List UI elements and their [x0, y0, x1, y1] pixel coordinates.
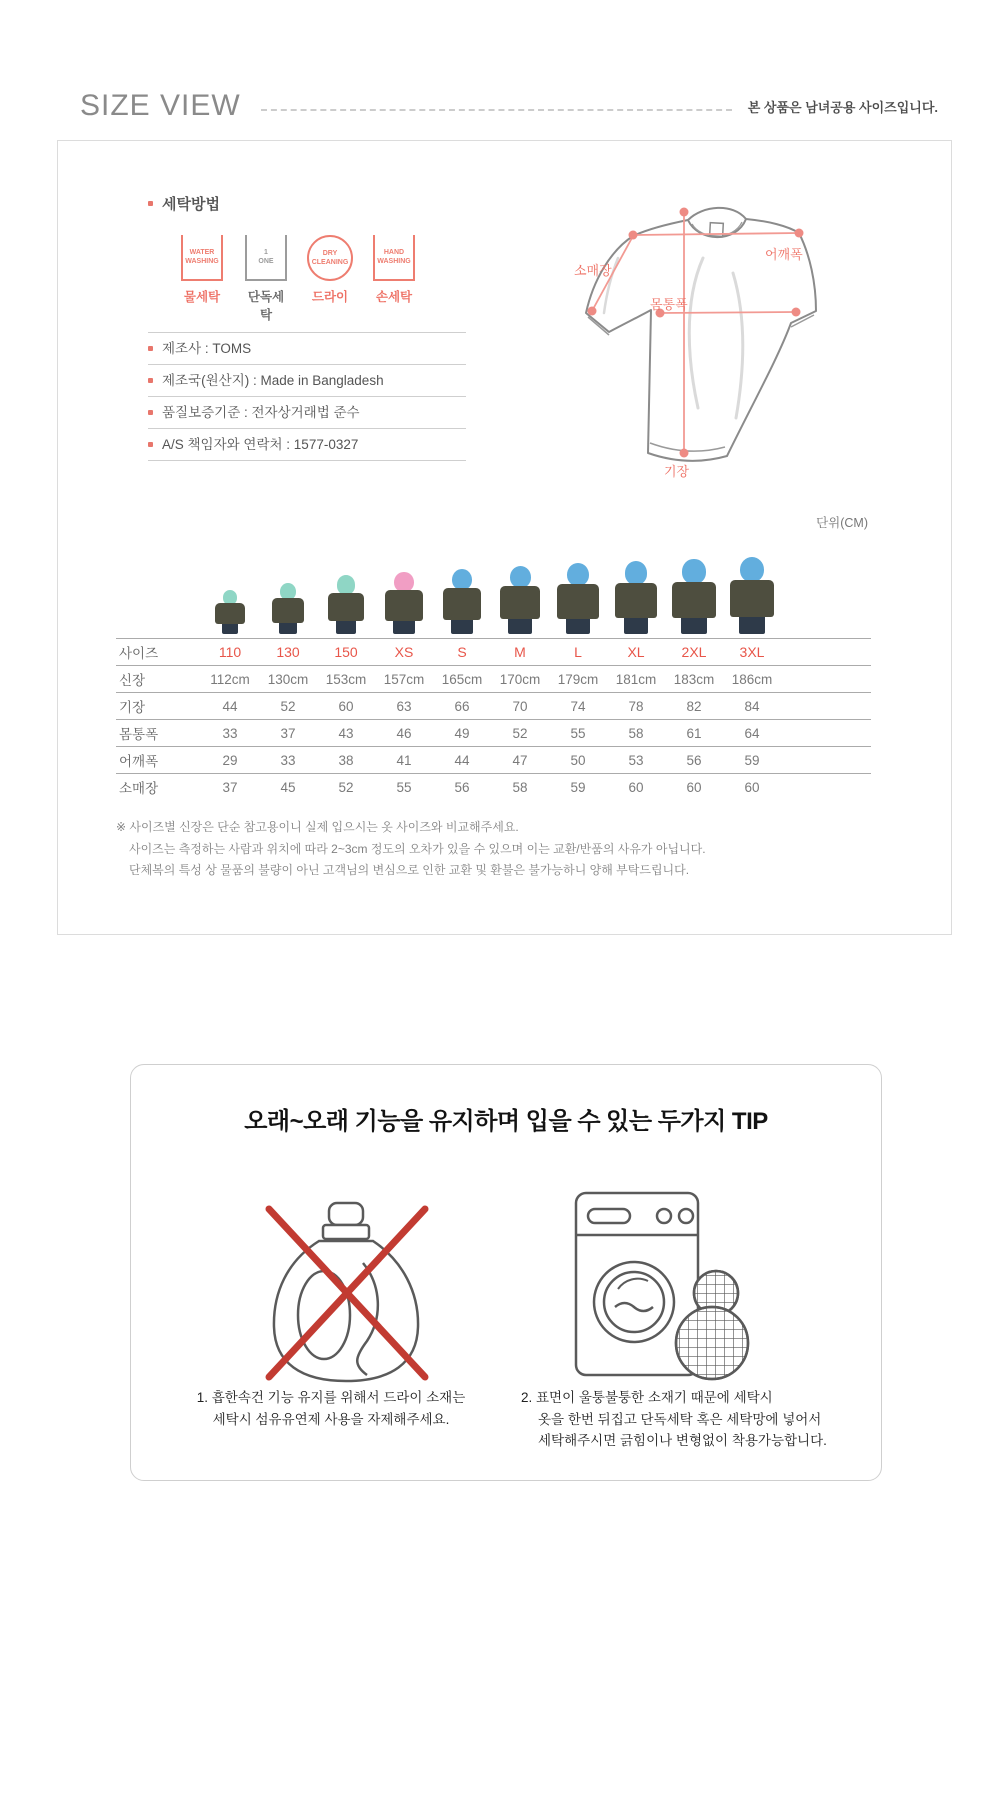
size-cell: 59 — [570, 779, 586, 795]
size-cell: XS — [394, 644, 414, 660]
size-table-row — [116, 693, 871, 720]
row-label: 몸통폭 — [119, 727, 159, 742]
label-garment-length: 기장 — [664, 464, 690, 479]
model-shirt — [500, 586, 540, 619]
model-head — [567, 563, 589, 586]
size-note: 단체복의 특성 상 물품의 불량이 아닌 고객님의 변심으로 인한 교환 및 환불은 불가능하니 양해 부탁드립니다. — [129, 863, 690, 877]
size-cell: 63 — [396, 698, 412, 714]
row-label: 신장 — [119, 673, 146, 688]
machine-slot — [588, 1209, 630, 1223]
model-cell — [317, 575, 375, 634]
size-cell: 130 — [276, 644, 300, 660]
model-legs — [739, 617, 765, 634]
model-shirt — [672, 582, 715, 618]
size-cell: 46 — [396, 725, 412, 741]
care-icons-row — [178, 235, 418, 323]
size-cell: 38 — [338, 752, 354, 768]
model-cell — [607, 561, 665, 634]
bullet-icon — [148, 410, 153, 415]
size-cell: 66 — [454, 698, 470, 714]
model-shirt — [385, 590, 422, 620]
size-cell: 47 — [512, 752, 528, 768]
model-shirt — [215, 603, 244, 625]
model-head — [510, 566, 531, 588]
model-cell — [549, 563, 607, 634]
size-cell: 52 — [338, 779, 354, 795]
size-cell: 3XL — [739, 644, 765, 660]
size-cell: 33 — [280, 752, 296, 768]
machine-knob — [657, 1209, 671, 1223]
care-heading: 세탁방법 — [148, 193, 220, 214]
model-legs — [566, 619, 590, 634]
row-label: 소매장 — [119, 781, 159, 796]
hand-washing — [370, 235, 418, 323]
model-legs — [222, 624, 239, 634]
model-head — [452, 569, 472, 590]
dry-cleaning-icon: DRY CLEANING — [307, 235, 353, 281]
size-cell: 45 — [280, 779, 296, 795]
spacer-cell — [781, 747, 871, 774]
size-cell: 110 — [218, 644, 242, 660]
unit-note: 단위(CM) — [816, 516, 868, 530]
care-tip-box — [130, 1064, 882, 1481]
model-figure — [500, 566, 540, 634]
model-head — [337, 575, 355, 595]
bullet-icon — [148, 378, 153, 383]
model-legs — [336, 621, 357, 634]
size-cell: M — [514, 644, 526, 660]
size-cell: L — [574, 644, 582, 660]
dry-cleaning — [306, 235, 354, 323]
size-cell: 43 — [338, 725, 354, 741]
size-cell: 52 — [512, 725, 528, 741]
model-cell — [723, 557, 781, 634]
size-cell: 55 — [570, 725, 586, 741]
size-cell: 153cm — [325, 671, 367, 687]
row-label: 어깨폭 — [119, 754, 159, 769]
size-note: ※ 사이즈별 신장은 단순 참고용이니 실제 입으시는 옷 사이즈와 비교해주세요. — [116, 820, 519, 834]
size-cell: XL — [627, 644, 645, 660]
bullet-icon — [148, 346, 153, 351]
product-info-list — [148, 332, 466, 461]
bullet-icon — [148, 442, 153, 447]
separate-washing-icon: 1 ONE — [245, 235, 287, 281]
model-legs — [681, 618, 706, 634]
size-cell: 82 — [686, 698, 702, 714]
tip-2-text — [521, 1387, 866, 1452]
spacer-cell — [781, 666, 871, 693]
separate-washing — [242, 235, 290, 323]
unisex-size-note: 본 상품은 남녀공용 사이즈입니다. — [747, 99, 938, 115]
size-note: 사이즈는 측정하는 사람과 위치에 따라 2~3cm 정도의 오차가 있을 수 있으며 이는 교환/반품의 사유가 아닙니다. — [129, 841, 706, 856]
size-cell: 60 — [628, 779, 644, 795]
model-shirt — [730, 580, 774, 617]
size-cell: 181cm — [615, 671, 657, 687]
size-cell: S — [457, 644, 467, 660]
product-info-item: 품질보증기준 : 전자상거래법 준수 — [148, 396, 466, 428]
model-head — [625, 561, 648, 585]
size-table-row — [116, 747, 871, 774]
model-head — [394, 572, 413, 592]
size-cell: 150 — [334, 644, 358, 660]
size-table — [116, 638, 871, 800]
size-cell: 74 — [570, 698, 586, 714]
model-legs — [279, 623, 298, 634]
tip-title: 오래~오래 기능을 유지하며 입을 수 있는 두가지 TIP — [244, 1108, 768, 1135]
size-cell: 50 — [570, 752, 586, 768]
row-label: 사이즈 — [119, 646, 159, 661]
size-cell: 41 — [396, 752, 412, 768]
tip1-line: 세탁시 섬유유연제 사용을 자제해주세요. — [212, 1411, 450, 1427]
size-cell: 33 — [222, 725, 238, 741]
spacer-cell — [781, 639, 871, 666]
model-figure — [385, 572, 422, 634]
tip2-line: 세탁해주시면 긁힘이나 변형없이 착용가능합니다. — [538, 1433, 827, 1448]
size-cell: 56 — [686, 752, 702, 768]
size-cell: 58 — [628, 725, 644, 741]
tip2-line: 2. 표면이 울퉁불퉁한 소재기 때문에 세탁시 — [521, 1390, 773, 1405]
tip2-line: 옷을 한번 뒤집고 단독세탁 혹은 세탁망에 넣어서 — [538, 1411, 822, 1427]
size-model-figures — [201, 553, 781, 634]
model-legs — [508, 619, 531, 634]
product-info-item: 제조국(원산지) : Made in Bangladesh — [148, 364, 466, 396]
size-info-panel — [57, 140, 952, 935]
model-shirt — [328, 593, 364, 622]
washing-machine-icon — [526, 1185, 766, 1385]
spacer-cell — [781, 720, 871, 747]
model-cell — [665, 559, 723, 634]
model-figure — [272, 583, 304, 634]
tip1-line: 1. 흡한속건 기능 유지를 위해서 드라이 소재는 — [196, 1390, 466, 1405]
size-cell: 186cm — [731, 671, 773, 687]
size-cell: 112cm — [210, 671, 250, 687]
model-head — [682, 559, 705, 584]
model-figure — [730, 557, 774, 634]
model-legs — [624, 618, 649, 634]
no-softener-icon — [241, 1165, 451, 1390]
tshirt-measurement-diagram — [498, 163, 818, 483]
model-figure — [557, 563, 599, 634]
model-shirt — [615, 583, 658, 618]
care-label: 물세탁 — [183, 290, 221, 304]
size-cell: 59 — [744, 752, 760, 768]
size-cell: 130cm — [267, 671, 309, 687]
model-shirt — [557, 584, 599, 618]
model-shirt — [272, 598, 304, 623]
model-head — [740, 557, 764, 582]
care-label: 드라이 — [311, 290, 349, 304]
header — [80, 86, 938, 126]
size-table-row — [116, 666, 871, 693]
size-table-row — [116, 720, 871, 747]
model-figure — [443, 569, 482, 634]
page-title: SIZE VIEW — [80, 89, 241, 122]
bottle-cap — [329, 1203, 363, 1225]
model-cell — [201, 590, 259, 634]
dashed-divider — [261, 109, 732, 111]
collar-back — [688, 208, 746, 220]
care-label: 단독세탁 — [247, 290, 285, 322]
label-sleeve-length: 소매장 — [574, 263, 612, 278]
size-cell: 55 — [396, 779, 412, 795]
model-figure — [215, 590, 244, 634]
size-cell: 61 — [686, 725, 702, 741]
size-cell: 183cm — [673, 671, 715, 687]
size-table-row — [116, 639, 871, 666]
size-cell: 52 — [280, 698, 296, 714]
size-cell: 165cm — [441, 671, 483, 687]
size-notes — [116, 817, 706, 882]
size-cell: 56 — [454, 779, 470, 795]
size-cell: 84 — [744, 698, 760, 714]
bottle-neck — [323, 1225, 369, 1239]
size-cell: 157cm — [383, 671, 425, 687]
model-legs — [393, 621, 415, 634]
size-cell: 2XL — [681, 644, 707, 660]
size-cell: 58 — [512, 779, 528, 795]
size-cell: 60 — [744, 779, 760, 795]
water-washing-icon: WATER WASHING — [181, 235, 223, 281]
model-cell — [491, 566, 549, 634]
size-cell: 44 — [222, 698, 238, 714]
size-cell: 29 — [222, 752, 238, 768]
machine-knob — [679, 1209, 693, 1223]
size-cell: 60 — [686, 779, 702, 795]
product-info-item: 제조사 : TOMS — [148, 332, 466, 364]
size-table-wrap — [116, 638, 871, 800]
size-cell: 37 — [280, 725, 296, 741]
model-shirt — [443, 588, 482, 619]
tip-1-text — [166, 1387, 496, 1430]
model-cell — [259, 583, 317, 634]
size-cell: 53 — [628, 752, 644, 768]
size-cell: 64 — [744, 725, 760, 741]
bullet-icon — [148, 201, 153, 206]
spacer-cell — [781, 774, 871, 801]
size-cell: 70 — [512, 698, 528, 714]
machine-door-glass — [604, 1272, 664, 1332]
hand-washing-icon: HAND WASHING — [373, 235, 415, 281]
size-table-row — [116, 774, 871, 801]
bottle-body — [274, 1241, 418, 1381]
label-body-width: 몸통폭 — [650, 297, 688, 312]
size-cell: 170cm — [499, 671, 541, 687]
size-cell: 179cm — [557, 671, 599, 687]
label-shoulder-width: 어깨폭 — [765, 247, 803, 262]
size-cell: 37 — [222, 779, 238, 795]
spacer-cell — [781, 693, 871, 720]
model-legs — [451, 620, 474, 634]
model-figure — [672, 559, 715, 634]
care-label: 손세탁 — [375, 290, 413, 304]
model-cell — [433, 569, 491, 634]
size-cell: 78 — [628, 698, 644, 714]
row-label: 기장 — [119, 700, 146, 715]
model-cell — [375, 572, 433, 634]
model-figure — [328, 575, 364, 634]
product-info-item: A/S 책임자와 연락처 : 1577-0327 — [148, 428, 466, 461]
water-washing — [178, 235, 226, 323]
size-cell: 49 — [454, 725, 470, 741]
size-cell: 44 — [454, 752, 470, 768]
model-figure — [615, 561, 658, 634]
size-cell: 60 — [338, 698, 354, 714]
